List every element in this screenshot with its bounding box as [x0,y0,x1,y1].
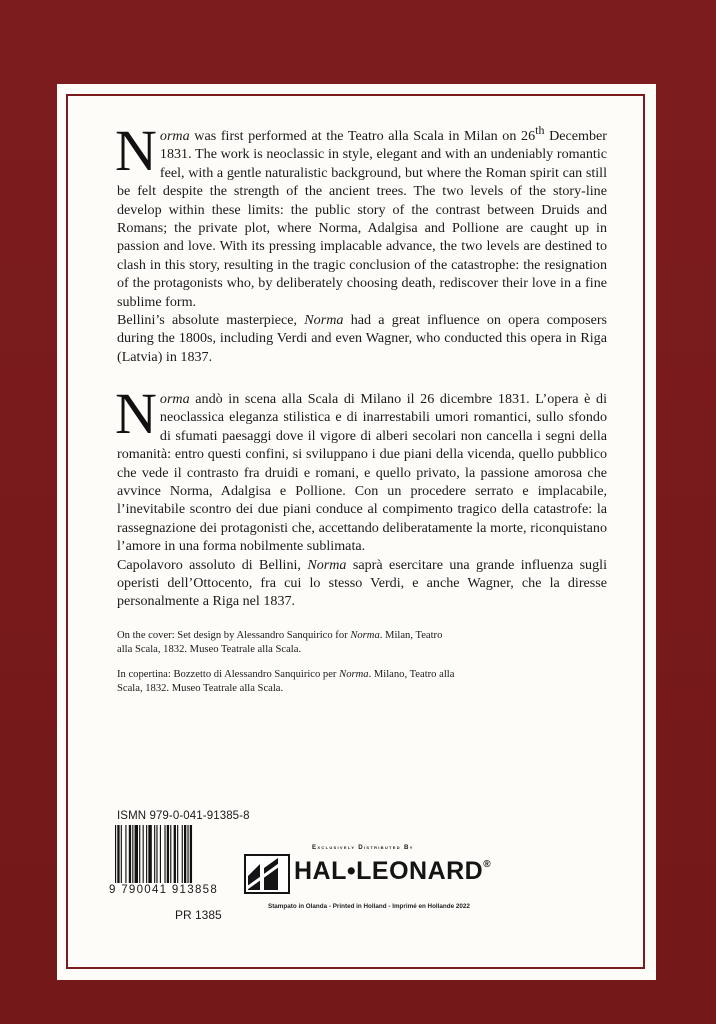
product-code: PR 1385 [175,908,222,922]
text-span: December 1831. The work is neoclassic in style, elegant and with an undeniably romantic feel, with a gentle naturalistic background, but where the Roman spirit can still be felt despite the strength of the ancient trees. The two levels of the story-line develop within these limits: the public story of the contrast between Druids and Romans; the private plot, where Norma, Adalgisa and Pollione are caught up in passion and love. With its pressing implacable advance, the two levels are destined to clash in this story, resulting in the tragic conclusion of the catastrophe: the resignation of the protagonists who, by deliberately choosing death, rediscover their love in a fine sublime form. [117,128,607,310]
text-span: Capolavoro assoluto di Bellini, [117,556,308,573]
cover-caption-english [117,629,457,656]
title-italic: Norma [339,669,369,680]
barcode-bar [187,825,188,883]
cover-caption-italian [117,668,457,695]
text-span: . Milano, Teatro alla Scala, 1832. Museo Teatrale alla Scala. [117,669,455,694]
text-span: In copertina: Bozzetto di Alessandro Sanquirico per [117,669,340,680]
barcode-bar [115,825,116,883]
italian-paragraph-2 [117,556,607,611]
barcode-bar [160,825,161,883]
title-italic: Norma [304,312,344,329]
barcode-bar [170,825,171,883]
text-span: andò in scena alla Scala di Milano il 26 dicembre 1831. L’opera è di neoclassica eleganza stilistica e di inarrestabili umori romantici, sullo sfondo di sfumati paesaggi dove il vigore di alberi secolari non cancella i segni della romanità: entro questi confini, si sviluppano i due piani della vicenda, quello pubblico che vede il contrasto fra druidi e romani, e quello privato, la passione amorosa che avvince Norma, Adalgisa e Pollione. Con un procedere serrato e implacabile, l’inevitabile scontro dei due piani conduce al compimento tragico della catastrofe: la rassegnazione dei protagonisti che, accettando deliberatamente la morte, riconquistano l’amore in una forma nobilmente sublimata. [117,391,607,555]
barcode-bar [156,825,157,883]
text-span: saprà esercitare una grande influenza sugli operisti dell’Ottocento, fra cui lo stesso Verdi, e anche Wagner, che la diresse personalmente a Riga nel 1837. [117,556,607,610]
english-paragraph-2 [117,311,607,366]
barcode-bar [148,825,151,883]
barcode [114,825,229,883]
italian-description [115,381,607,611]
barcode-bar [182,825,183,883]
barcode-bar [117,825,119,883]
title-italic: orma [159,391,190,407]
english-paragraph-1 [115,118,607,311]
barcode-bar [184,825,186,883]
barcode-bar [139,825,140,883]
barcode-bar [167,825,169,883]
barcode-bar [135,825,138,883]
ordinal-superscript: th [535,123,545,137]
title-italic: Norma [350,630,380,641]
barcode-bar [164,825,165,883]
english-description [115,118,607,366]
barcode-bar [129,825,131,883]
text-span: On the cover: Set design by Alessandro Sanquirico for [117,630,351,641]
barcode-digits: 9 790041 913858 [109,884,219,896]
barcode-bar [190,825,192,883]
text-span: was first performed at the Teatro alla Scala in Milan on 26 [189,128,536,144]
distributor-label: Exclusively Distributed By [312,844,414,851]
barcode-bar [132,825,133,883]
publisher-wordmark: HAL•LEONARD [294,857,484,885]
publisher-name [294,857,491,886]
barcode-bar [125,825,126,883]
barcode-bar [143,825,144,883]
text-span: . Milan, Teatro alla Scala, 1832. Museo Teatrale alla Scala. [117,630,443,655]
registered-mark: ® [483,859,492,870]
title-italic: orma [159,128,190,144]
title-italic: Norma [307,556,347,573]
barcode-bar [121,825,122,883]
printed-in-note: Stampato in Olanda - Printed in Holland - Imprimé en Hollande 2022 [268,903,470,910]
drop-cap: N [115,381,157,446]
barcode-bar [174,825,176,883]
text-span: Bellini’s absolute masterpiece, [117,312,305,329]
barcode-bar [146,825,147,883]
hal-leonard-logo-icon [244,854,290,894]
barcode-bar [177,825,178,883]
italian-paragraph-1 [115,381,607,556]
barcode-bar [154,825,155,883]
text-span: had a great influence on opera composers during the 1800s, including Verdi and even Wagner, who conducted this opera in Riga (Latvia) in 1837. [117,312,607,365]
ismn-number: ISMN 979-0-041-91385-8 [117,810,250,822]
drop-cap: N [115,118,157,183]
